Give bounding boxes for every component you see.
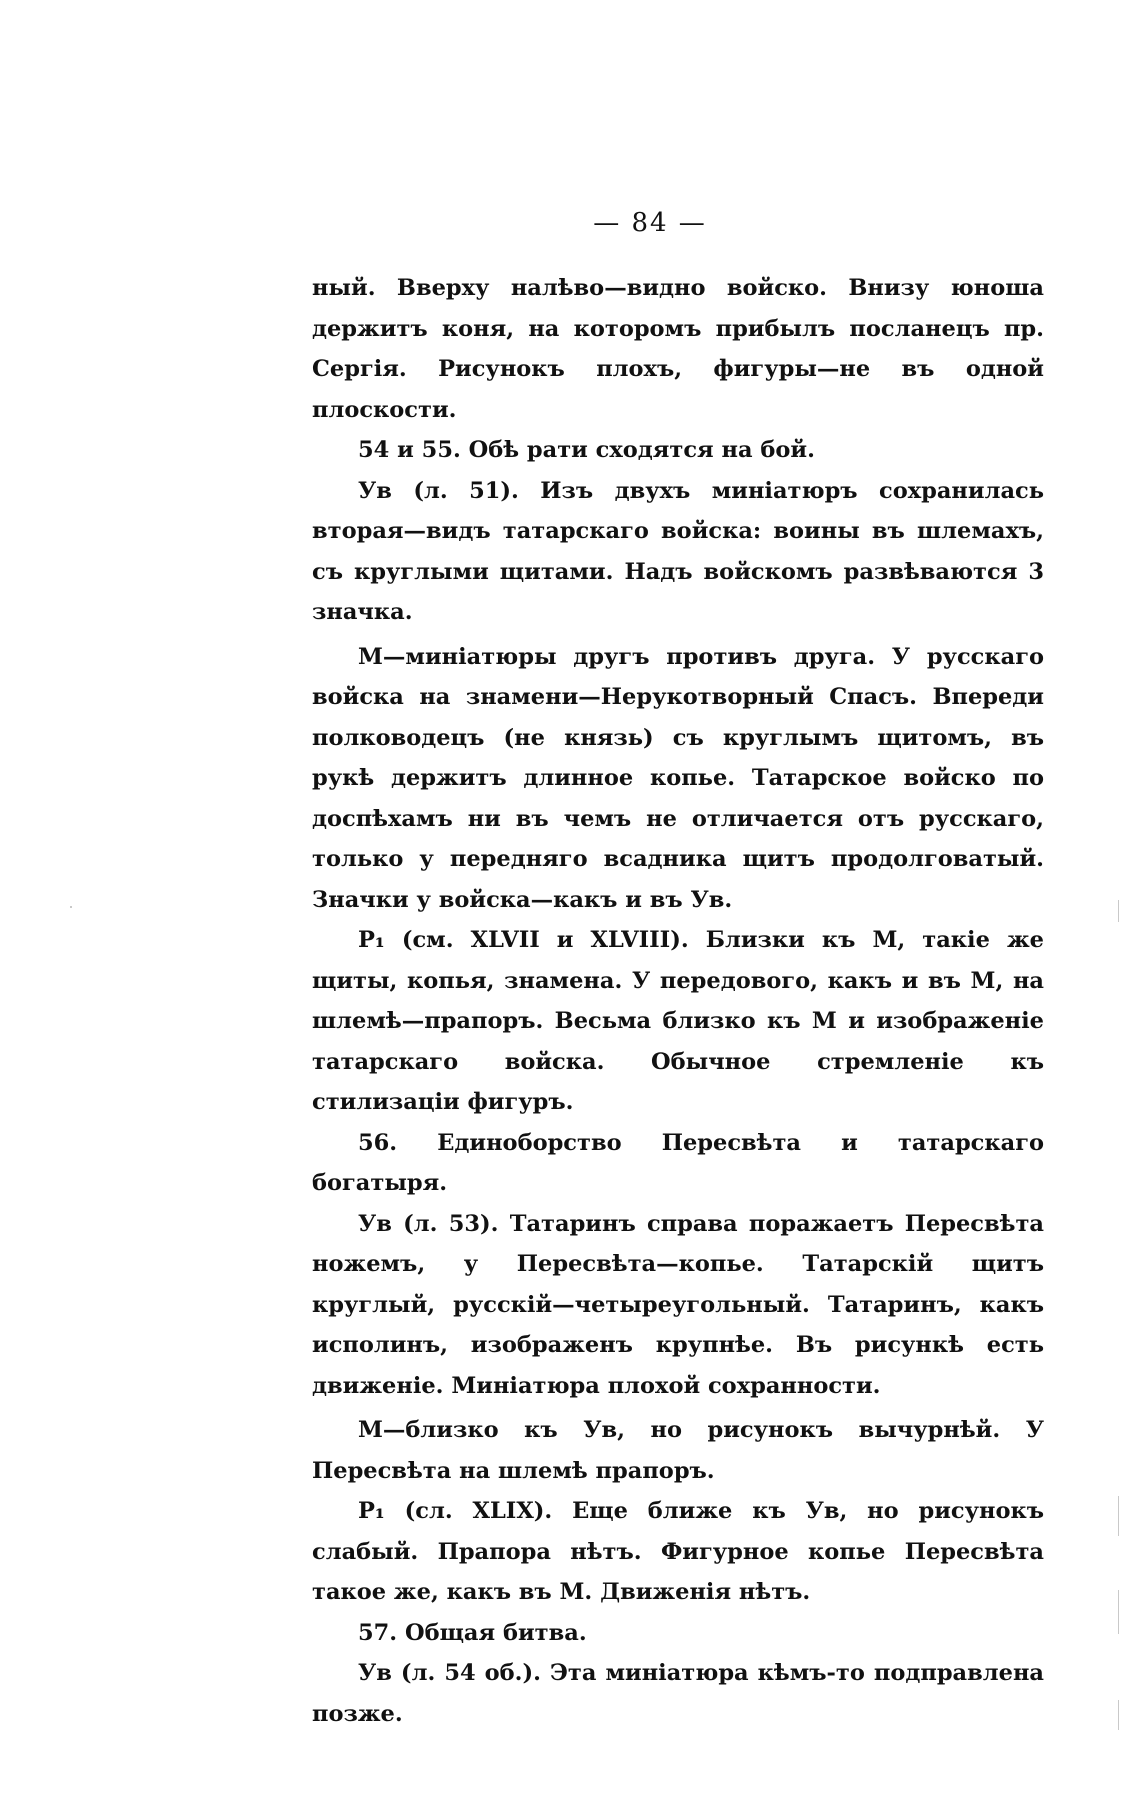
paragraph-2: 54 и 55. Обѣ рати сходятся на бой.: [358, 437, 815, 463]
paragraph-9: Р₁ (сл. XLIX). Еще ближе къ Ув, но рисунокъ слабый. Прапора нѣтъ. Фигурное копье Пересвѣта такое же, какъ въ М. Движенія нѣтъ.: [312, 1498, 1044, 1605]
paragraph-4: М—миніатюры другъ противъ друга. У русскаго войска на знамени—Нерукотворный Спасъ. Впереди полководецъ (не князь) съ круглымъ щитомъ, въ рукѣ держитъ длинное копье. Татарское войско по доспѣхамъ ни въ чемъ не отличается отъ русскаго, только у передняго всадника щитъ продолговатый. Значки у войска—какъ и въ Ув.: [312, 643, 1044, 913]
paragraph-1: ный. Вверху налѣво—видно войско. Внизу юноша держитъ коня, на которомъ прибылъ посланецъ пр. Сергія. Рисунокъ плохъ, фигуры—не въ одной плоскости.: [312, 275, 1044, 423]
paragraph-11: Ув (л. 54 об.). Эта миніатюра кѣмъ-то подправлена позже.: [312, 1660, 1044, 1727]
paragraph-5: Р₁ (см. XLVII и XLVIII). Близки къ М, такіе же щиты, копья, знамена. У передового, какъ и въ М, на шлемѣ—прапоръ. Весьма близко къ М и изображеніе татарскаго войска. Обычное стремленіе къ стилизаціи фигуръ.: [312, 927, 1044, 1115]
page-number: — 84 —: [593, 208, 707, 238]
paragraph-6: 56. Единоборство Пересвѣта и татарскаго богатыря.: [312, 1129, 1044, 1196]
paragraph-10: 57. Общая битва.: [358, 1619, 587, 1646]
paragraph-3: Ув (л. 51). Изъ двухъ миніатюръ сохранилась вторая—видъ татарскаго войска: воины въ шлемахъ, съ круглыми щитами. Надъ войскомъ развѣваются 3 значка.: [312, 477, 1044, 625]
body-text: [312, 268, 1044, 1734]
paragraph-8: М—близко къ Ув, но рисунокъ вычурнѣй. У Пересвѣта на шлемѣ прапоръ.: [312, 1417, 1044, 1484]
scan-mark: [1118, 1496, 1119, 1536]
scan-mark: [70, 906, 72, 908]
scan-mark: [1118, 1590, 1119, 1634]
scan-mark: [1118, 900, 1119, 922]
scan-mark: [1118, 1700, 1119, 1730]
paragraph-7: Ув (л. 53). Татаринъ справа поражаетъ Пересвѣта ножемъ, у Пересвѣта—копье. Татарскій щитъ круглый, русскій—четыреугольный. Татаринъ, какъ исполинъ, изображенъ крупнѣе. Въ рисункѣ есть движеніе. Миніатюра плохой сохранности.: [312, 1210, 1044, 1399]
